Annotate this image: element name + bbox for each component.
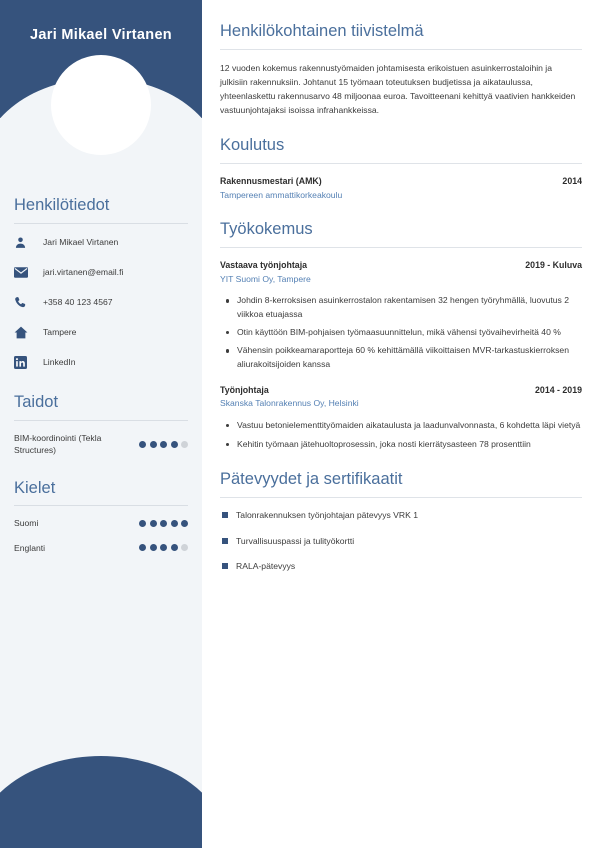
language-row xyxy=(14,542,188,554)
linkedin-icon xyxy=(14,355,34,371)
job-employer: YIT Suomi Oy, Tampere xyxy=(220,273,311,284)
rating-dot xyxy=(150,520,157,527)
section-certifications xyxy=(220,470,582,573)
skills-heading: Taidot xyxy=(14,392,59,411)
language-rating-dots xyxy=(139,544,188,551)
list-item: Vähensin poikkeamaraportteja 60 % kehittämällä viikoittaisen MVR-tarkastuskierroksen aliurakoitsijoiden kanssa xyxy=(220,344,582,371)
job-date: 2019 - Kuluva xyxy=(525,260,582,271)
job-bullets xyxy=(220,419,582,451)
summary-text: 12 vuoden kokemus rakennustyömaiden johtamisesta erikoistuen asuinkerrostaloihin ja julkisiin rakennuksiin. Johtanut 15 työmaan toteutuksen budjetissa ja aikataulussa, yhteenlaskettu rakennusarvo 48 miljoonaa euroa. Tavoitteenani kehittyä vaativien hankkeiden vastuunjohtajaksi isoissa infrahankkeissa. xyxy=(220,62,576,116)
section-personal-details xyxy=(14,196,188,371)
rating-dot xyxy=(160,441,167,448)
list-item: Turvallisuuspassi ja tulityökortti xyxy=(220,535,582,548)
main-content xyxy=(202,0,600,848)
experience-entry xyxy=(220,259,582,371)
education-institution: Tampereen ammattikorkeakoulu xyxy=(220,189,343,200)
divider xyxy=(14,223,188,224)
envelope-icon xyxy=(14,265,34,281)
contact-phone-text: +358 40 123 4567 xyxy=(43,297,113,308)
education-heading: Koulutus xyxy=(220,136,285,155)
rating-dot xyxy=(171,520,178,527)
person-icon xyxy=(14,235,34,251)
rating-dot xyxy=(150,441,157,448)
divider xyxy=(220,497,582,498)
job-title: Työnjohtaja xyxy=(220,385,269,396)
job-bullets xyxy=(220,294,582,371)
skill-rating-dots xyxy=(139,441,188,448)
divider xyxy=(14,505,188,506)
divider xyxy=(220,49,582,50)
summary-heading: Henkilökohtainen tiivistelmä xyxy=(220,22,424,40)
job-employer: Skanska Talonrakennus Oy, Helsinki xyxy=(220,398,359,409)
list-item: Talonrakennuksen työnjohtajan pätevyys VRK 1 xyxy=(220,509,582,522)
rating-dot xyxy=(160,544,167,551)
certifications-list xyxy=(220,509,582,574)
phone-icon xyxy=(14,295,34,311)
entry-header xyxy=(220,384,582,396)
sidebar-bottom-curve xyxy=(0,756,202,848)
languages-heading: Kielet xyxy=(14,478,56,497)
rating-dot xyxy=(139,441,146,448)
language-label: Englanti xyxy=(14,542,46,553)
divider xyxy=(220,163,582,164)
education-entry xyxy=(220,175,582,201)
contact-linkedin-text: LinkedIn xyxy=(43,357,76,368)
divider xyxy=(14,420,188,421)
language-row xyxy=(14,517,188,529)
contact-name-text: Jari Mikael Virtanen xyxy=(43,237,119,248)
section-skills xyxy=(14,393,188,457)
rating-dot xyxy=(181,441,188,448)
sidebar xyxy=(0,0,202,848)
personal-details-heading: Henkilötiedot xyxy=(14,196,110,214)
section-education xyxy=(220,136,582,201)
section-summary xyxy=(220,22,582,117)
list-item: Johdin 8-kerroksisen asuinkerrostalon rakentamisen 32 hengen työryhmällä, luovutus 2 viikkoa etuajassa xyxy=(220,294,582,321)
rating-dot xyxy=(171,544,178,551)
education-date: 2014 xyxy=(562,176,582,187)
list-item: RALA-pätevyys xyxy=(220,560,582,573)
experience-entry xyxy=(220,384,582,451)
rating-dot xyxy=(181,544,188,551)
list-item: Otin käyttöön BIM-pohjaisen työmaasuunnittelun, mikä vähensi työvaihevirheitä 40 % xyxy=(220,326,582,339)
section-experience xyxy=(220,220,582,450)
job-date: 2014 - 2019 xyxy=(535,385,582,396)
skill-row xyxy=(14,432,188,457)
contact-row-linkedin[interactable] xyxy=(14,355,188,371)
contact-row-name xyxy=(14,235,188,251)
list-item: Kehitin työmaan jätehuoltoprosessin, joka nosti kierrätysasteen 78 prosenttiin xyxy=(220,438,582,451)
rating-dot xyxy=(139,520,146,527)
contact-row-email[interactable] xyxy=(14,265,188,281)
contact-row-phone[interactable] xyxy=(14,295,188,311)
rating-dot xyxy=(139,544,146,551)
language-rating-dots xyxy=(139,520,188,527)
avatar xyxy=(51,55,151,155)
divider xyxy=(220,247,582,248)
contact-email-text: jari.virtanen@email.fi xyxy=(43,267,124,278)
contact-row-location xyxy=(14,325,188,341)
language-label: Suomi xyxy=(14,518,39,529)
sidebar-content xyxy=(0,196,202,576)
rating-dot xyxy=(171,441,178,448)
education-degree: Rakennusmestari (AMK) xyxy=(220,176,322,187)
list-item: Vastuu betonielementtityömaiden aikataulusta ja laadunvalvonnasta, 6 kohdetta läpi vietyä xyxy=(220,419,582,432)
section-languages xyxy=(14,479,188,555)
job-title: Vastaava työnjohtaja xyxy=(220,260,308,271)
rating-dot xyxy=(150,544,157,551)
entry-header xyxy=(220,175,582,187)
contact-location-text: Tampere xyxy=(43,327,77,338)
rating-dot xyxy=(181,520,188,527)
certifications-heading: Pätevyydet ja sertifikaatit xyxy=(220,469,403,488)
entry-header xyxy=(220,259,582,271)
home-icon xyxy=(14,325,34,341)
experience-heading: Työkokemus xyxy=(220,220,313,239)
skill-label: BIM-koordinointi (Tekla Structures) xyxy=(14,432,102,456)
candidate-name: Jari Mikael Virtanen xyxy=(30,27,172,43)
rating-dot xyxy=(160,520,167,527)
